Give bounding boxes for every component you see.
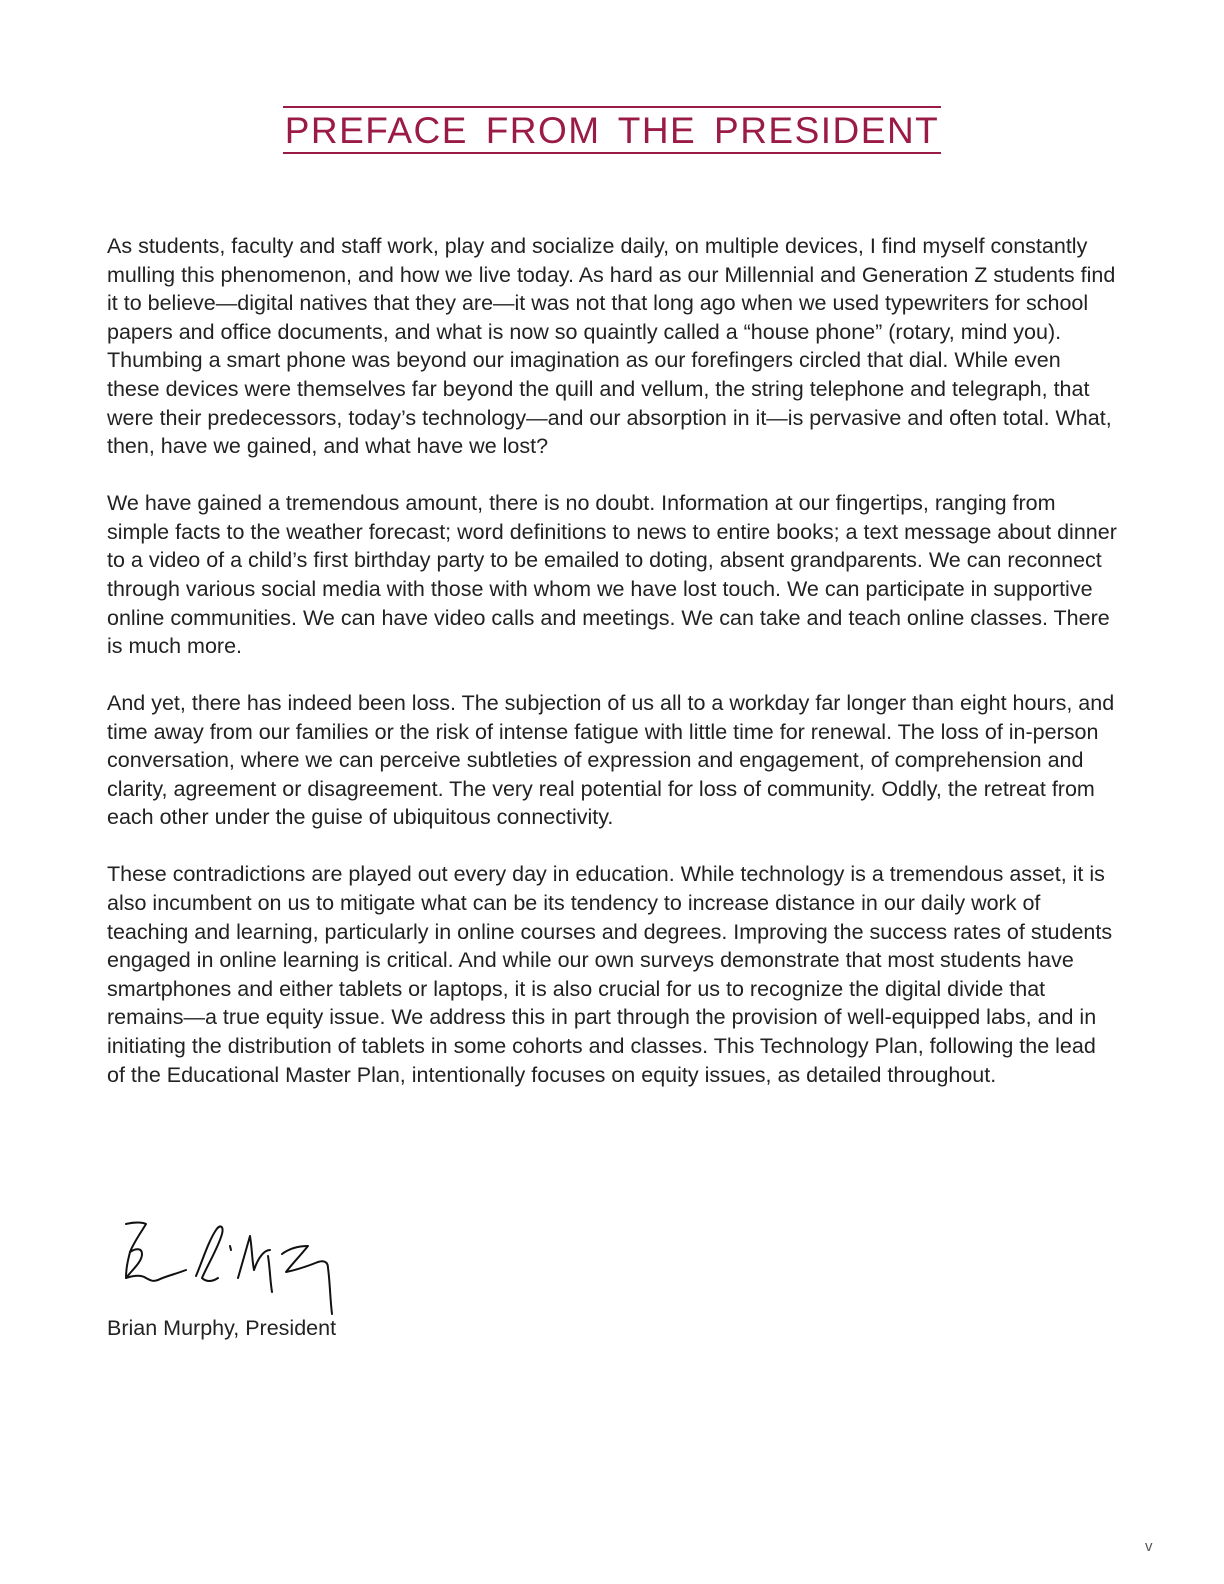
paragraph-2: We have gained a tremendous amount, there is no doubt. Information at our fingertips, ranging from simple facts to the weather forecast; word definitions to news to entire books; a text message about dinner to a video of a child’s first birthday party to be emailed to doting, absent grandparents. We can reconnect through various social media with those with whom we have lost touch. We can participate in supportive online communities. We can have video calls and meetings. We can take and teach online classes. There is much more. [107,491,1117,659]
preface-body [107,232,1117,1118]
page-title: PREFACE FROM THE PRESIDENT [283,106,942,154]
paragraph-3: And yet, there has indeed been loss. The subjection of us all to a workday far longer than eight hours, and time away from our families or the risk of intense fatigue with little time for renewal. The loss of in-person conversation, where we can perceive subtleties of expression and engagement, of comprehension and clarity, agreement or disagreement. The very real potential for loss of community. Oddly, the retreat from each other under the guise of ubiquitous connectivity. [107,691,1115,830]
paragraph-4: These contradictions are played out every day in education. While technology is a tremendous asset, it is also incumbent on us to mitigate what can be its tendency to increase distance in our daily work of teaching and learning, particularly in online courses and degrees. Improving the success rates of students engaged in online learning is critical. And while our own surveys demonstrate that most students have smartphones and either tablets or laptops, it is also crucial for us to recognize the digital divide that remains—a true equity issue. We address this in part through the provision of well-equipped labs, and in initiating the distribution of tablets in some cohorts and classes. This Technology Plan, following the lead of the Educational Master Plan, intentionally focuses on equity issues, as detailed throughout. [107,862,1113,1087]
handwritten-signature [112,1212,352,1320]
paragraph-1: As students, faculty and staff work, play and socialize daily, on multiple devices, I find myself constantly mulling this phenomenon, and how we live today. As hard as our Millennial and Generation Z students find it to believe—digital natives that they are—it was not that long ago when we used typewriters for school papers and office documents, and what is now so quaintly called a “house phone” (rotary, mind you). Thumbing a smart phone was beyond our imagination as our forefingers circled that dial. While even these devices were themselves far beyond the quill and vellum, the string telephone and telegraph, that were their predecessors, today’s technology—and our absorption in it—is pervasive and often total. What, then, have we gained, and what have we lost? [107,234,1116,459]
signer-name: Brian Murphy, President [107,1316,337,1340]
title-block [0,106,1224,154]
page-number: v [1145,1538,1153,1555]
